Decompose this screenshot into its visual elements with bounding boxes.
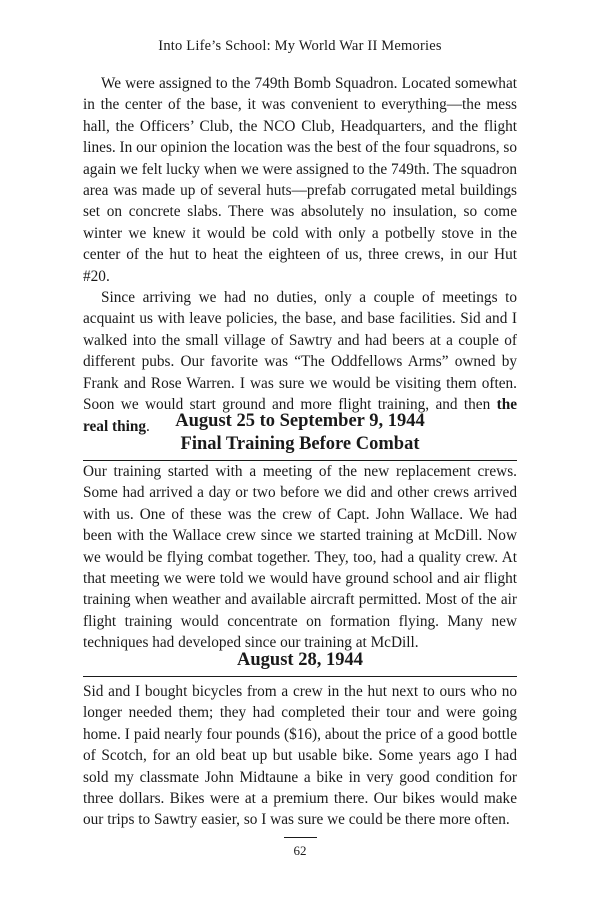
running-head: Into Life’s School: My World War II Memories: [158, 38, 442, 54]
section-august-28-text: [83, 681, 517, 831]
page-number: 62: [293, 843, 307, 858]
bold-phrase: the real thing: [83, 396, 517, 435]
folio-rule: [284, 837, 317, 838]
intro-text: [83, 73, 517, 437]
section-final-training-text: [83, 461, 517, 654]
section-heading-august-28: [83, 649, 517, 677]
heading-date: August 28, 1944: [237, 650, 363, 670]
paragraph-training: Our training started with a meeting of the new replacement crews. Some had arrived a day or two before we did and other crews arrived with us. One of these was the crew of Capt. John Wallace. We had been with the Wallace crew since we started training at McDill. Now we would be flying combat together. They, too, had a quality crew. At that meeting we were told we would have ground school and air flight training when weather and available aircraft permitted. Most of the air flight training would concentrate on formation flying. Many new techniques had developed since our training at McDill.: [83, 463, 517, 652]
section-heading-final-training: [83, 410, 517, 461]
heading-dates: August 25 to September 9, 1944: [175, 411, 425, 431]
paragraph-bicycles: Sid and I bought bicycles from a crew in the hut next to ours who no longer needed them; they had completed their tour and were going home. I paid nearly four pounds ($16), about the price of a good bottle of Scotch, for an old beat up but usable bike. Some years ago I had sold my classmate John Midtaune a bike in very good condition for three dollars. Bikes were at a premium there. Our bikes would make our trips to Sawtry easier, so I was sure we could be there more often.: [83, 683, 517, 829]
heading-title: Final Training Before Combat: [180, 434, 420, 454]
paragraph-text: Since arriving we had no duties, only a couple of meetings to acquaint us with leave policies, the base, and base facilities. Sid and I walked into the small village of Sawtry and had beers at a couple of different pubs. Our favorite was “The Oddfellows Arms” owned by Frank and Rose Warren. I was sure we would be visiting them often. Soon we would start ground and more flight training, and then: [83, 289, 517, 414]
paragraph-squadron-assignment: We were assigned to the 749th Bomb Squadron. Located somewhat in the center of the base, it was convenient to everything—the mess hall, the Officers’ Club, the NCO Club, Headquarters, and the flight lines. In our opinion the location was the best of the four squadrons, so again we felt lucky when we were assigned to the 749th. The squadron area was made up of several huts—prefab corrugated metal buildings set on concrete slabs. There was absolutely no insulation, so come winter we knew it would be cold with only a potbelly stove in the center of the hut to heat the eighteen of us, three crews, in our Hut #20.: [83, 75, 517, 285]
paragraph-end: .: [146, 417, 150, 435]
